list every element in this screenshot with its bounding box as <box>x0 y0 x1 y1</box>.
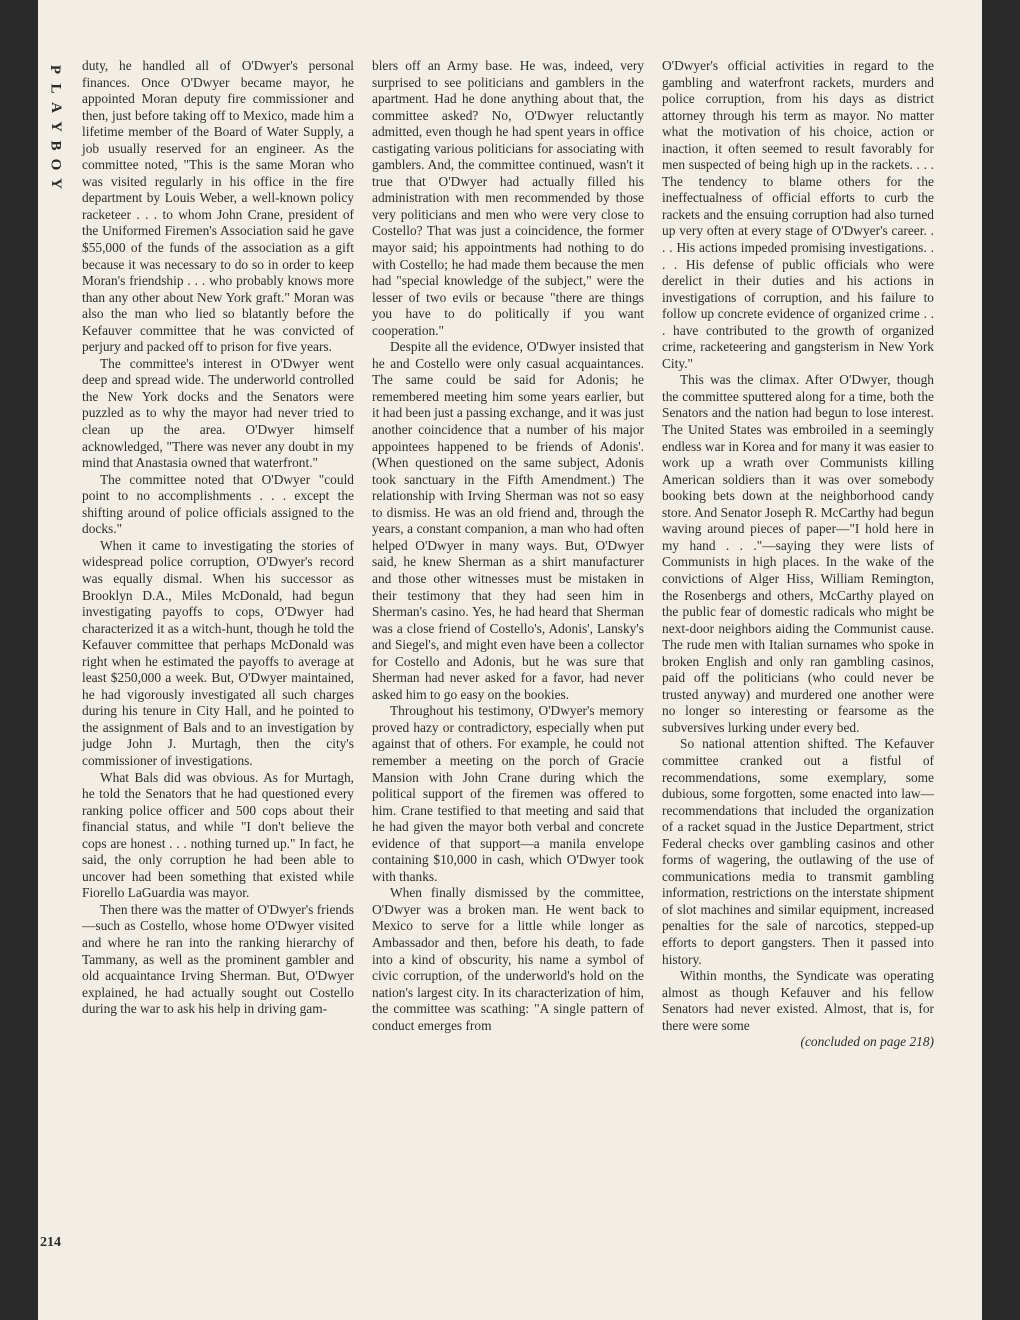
paragraph: What Bals did was obvious. As for Murtagh, he told the Senators that he had questioned every ranking police officer and 500 cops about their financial status, and while "I don't believe the cops are honest . . . nothing turned up." In fact, he said, the only corruption he had been able to uncover had been something that existed while Fiorello LaGuardia was mayor. <box>82 769 354 901</box>
running-title <box>44 60 66 193</box>
running-title-letter: A <box>47 102 64 113</box>
paragraph: The committee noted that O'Dwyer "could point to no accomplishments . . . except the shifting around of police officials assigned to the docks." <box>82 471 354 537</box>
running-title-letter: Y <box>47 121 64 132</box>
paragraph: blers off an Army base. He was, indeed, very surprised to see politicians and gamblers in the apartment. Had he done anything about that, the committee asked? No, O'Dwyer reluctantly admitted, even though he had spent years in office castigating various politicians for associating with gamblers. And, the committee continued, wasn't it true that O'Dwyer had actually filled his administration with men recommended by those very politicians and men who were very close to Costello? That was just a coincidence, the former mayor said; his appointments had nothing to do with Costello; he had made them because the men had "special knowledge of the subject," were the lesser of two evils or because "there are things you have to do politically if you want cooperation." <box>372 58 644 338</box>
page-number: 214 <box>40 1235 61 1250</box>
paragraph: O'Dwyer's official activities in regard to the gambling and waterfront rackets, murders and police corruption, from his days as district attorney through his term as mayor. No matter what the motivation of his choice, action or inaction, it often seemed to result favorably for men suspected of being high up in the rackets. . . . The tendency to blame others for the ineffectualness of official efforts to curb the rackets and the ensuing corruption had also turned up very often at every stage of O'Dwyer's career. . . . His actions impeded promising investigations. . . . His defense of public officials who were derelict in their duties and his actions in investigations of corruption, and his failure to follow up concrete evidence of organized crime . . . have contributed to the growth of organized crime, racketeering and gangsterism in New York City." <box>662 58 934 371</box>
running-title-letter: L <box>47 83 64 94</box>
paragraph: When it came to investigating the stories of widespread police corruption, O'Dwyer's record was equally dismal. When his successor as Brooklyn D.A., Miles McDonald, had begun investigating payoffs to cops, O'Dwyer had characterized it as a witch-hunt, though he told the Kefauver committee that perhaps McDonald was right when he estimated the payoffs to average at least $250,000 a week. But, O'Dwyer maintained, he had vigorously investigated all such charges during his tenure in City Hall, and he pointed to the assignment of Bals and to an investigation by judge John J. Murtagh, then the city's commissioner of investigations. <box>82 537 354 768</box>
paragraph: Despite all the evidence, O'Dwyer insisted that he and Costello were only casual acquaintances. The same could be said for Adonis; he remembered meeting him some years earlier, but it had been just a passing exchange, and it was just another coincidence that a number of his major appointees happened to be friends of Adonis'. (When questioned on the same subject, Adonis took sanctuary in the Fifth Amendment.) The relationship with Irving Sherman was not so easy to dismiss. He was an old friend and, through the years, a constant companion, a man who had often helped O'Dwyer in many ways. But, O'Dwyer said, he knew Sherman as a shirt manufacturer and those other witnesses must be mistaken in their testimony that they had seen him in Sherman's casino. Yes, he had heard that Sherman was a close friend of Costello's, Adonis', Lansky's and Siegel's, and might even have been a collector for Costello and Adonis, but he was sure that Sherman had never asked for a favor, had never asked him to go easy on the bookies. <box>372 339 644 702</box>
paragraph: Then there was the matter of O'Dwyer's friends—such as Costello, whose home O'Dwyer visited and where he ran into the ranking hierarchy of Tammany, as well as the prominent gambler and old acquaintance Irving Sherman. But, O'Dwyer explained, he had actually sought out Costello during the war to ask his help in driving gam- <box>82 901 354 1017</box>
paragraph: Throughout his testimony, O'Dwyer's memory proved hazy or contradictory, especially when put against that of others. For example, he could not remember a meeting on the porch of Gracie Mansion with John Crane during which the political support of the firemen was offered to him. Crane testified to that meeting and said that he had given the mayor both verbal and concrete evidence of that support—a manila envelope containing $10,000 in cash, which O'Dwyer took with thanks. <box>372 703 644 884</box>
running-title-letter: Y <box>47 178 64 189</box>
text-column-1 <box>82 58 354 1018</box>
paragraph: When finally dismissed by the committee, O'Dwyer was a broken man. He went back to Mexico to serve for a little while longer as Ambassador and then, before his death, to fade into a kind of obscurity, his name a symbol of civic corruption, of the underworld's hold on the nation's largest city. In its characterization of him, the committee was scathing: "A single pattern of conduct emerges from <box>372 885 644 1033</box>
paragraph: duty, he handled all of O'Dwyer's personal finances. Once O'Dwyer became mayor, he appointed Moran deputy fire commissioner and then, just before taking off to Mexico, made him a lifetime member of the Board of Water Supply, a job usually reserved for an engineer. As the committee noted, "This is the same Moran who was visited regularly in his office in the fire department by Louis Weber, a well-known policy racketeer . . . to whom John Crane, president of the Uniformed Firemen's Association said he gave $55,000 of the funds of the association as a gift because it was necessary to do so in order to keep Moran's friendship . . . who probably knows more than any other about New York graft." Moran was also the man who lied so blatantly before the Kefauver committee that he was convicted of perjury and packed off to prison for five years. <box>82 58 354 355</box>
paragraph: The committee's interest in O'Dwyer went deep and spread wide. The underworld controlled the New York docks and the Senators were puzzled as to why the mayor had never tried to clean up the area. O'Dwyer himself acknowledged, "There was never any doubt in my mind that Anastasia owned that waterfront." <box>82 355 354 471</box>
running-title-letter: B <box>47 140 64 151</box>
paragraph: This was the climax. After O'Dwyer, though the committee sputtered along for a time, both the Senators and the nation had begun to lose interest. The United States was embroiled in a seemingly endless war in Korea and for many it was easier to work up a wrath over Communists killing American soldiers than it was over somebody booking bets down at the neighborhood candy store. And Senator Joseph R. McCarthy had begun waving around pieces of paper—"I hold here in my hand . . ."—saying they were lists of Communists in high places. In the wake of the convictions of Alger Hiss, William Remington, the Rosenbergs and others, McCarthy played on the public fear of domestic radicals who might be next-door neighbors aiding the Communist cause. The rude men with Italian surnames who spoke in broken English and only ran gambling casinos, paid off the politicians (who could never be trusted anyway) and murdered one another were no longer so interesting or fearsome as the subversives lurking under every bed. <box>662 372 934 735</box>
paragraph: Within months, the Syndicate was operating almost as though Kefauver and his fellow Senators had never existed. Almost, that is, for there were some <box>662 968 934 1033</box>
text-column-2 <box>372 58 644 1034</box>
continued-note: (concluded on page 218) <box>800 1034 934 1050</box>
running-title-letter: O <box>47 158 64 171</box>
running-title-letter: P <box>47 64 64 75</box>
paragraph: So national attention shifted. The Kefauver committee cranked out a fistful of recommendations, some exemplary, some dubious, some forgotten, some enacted into law—recommendations that included the organization of a racket squad in the Justice Department, strict Federal checks over gambling casinos and other forms of wagering, the outlawing of the use of communications media to transmit gambling information, restrictions on the interstate shipment of slot machines and similar equipment, increased penalties for the sale of narcotics, stepped-up efforts to deport gangsters. Then it passed into history. <box>662 736 934 967</box>
text-column-3 <box>662 58 934 1051</box>
